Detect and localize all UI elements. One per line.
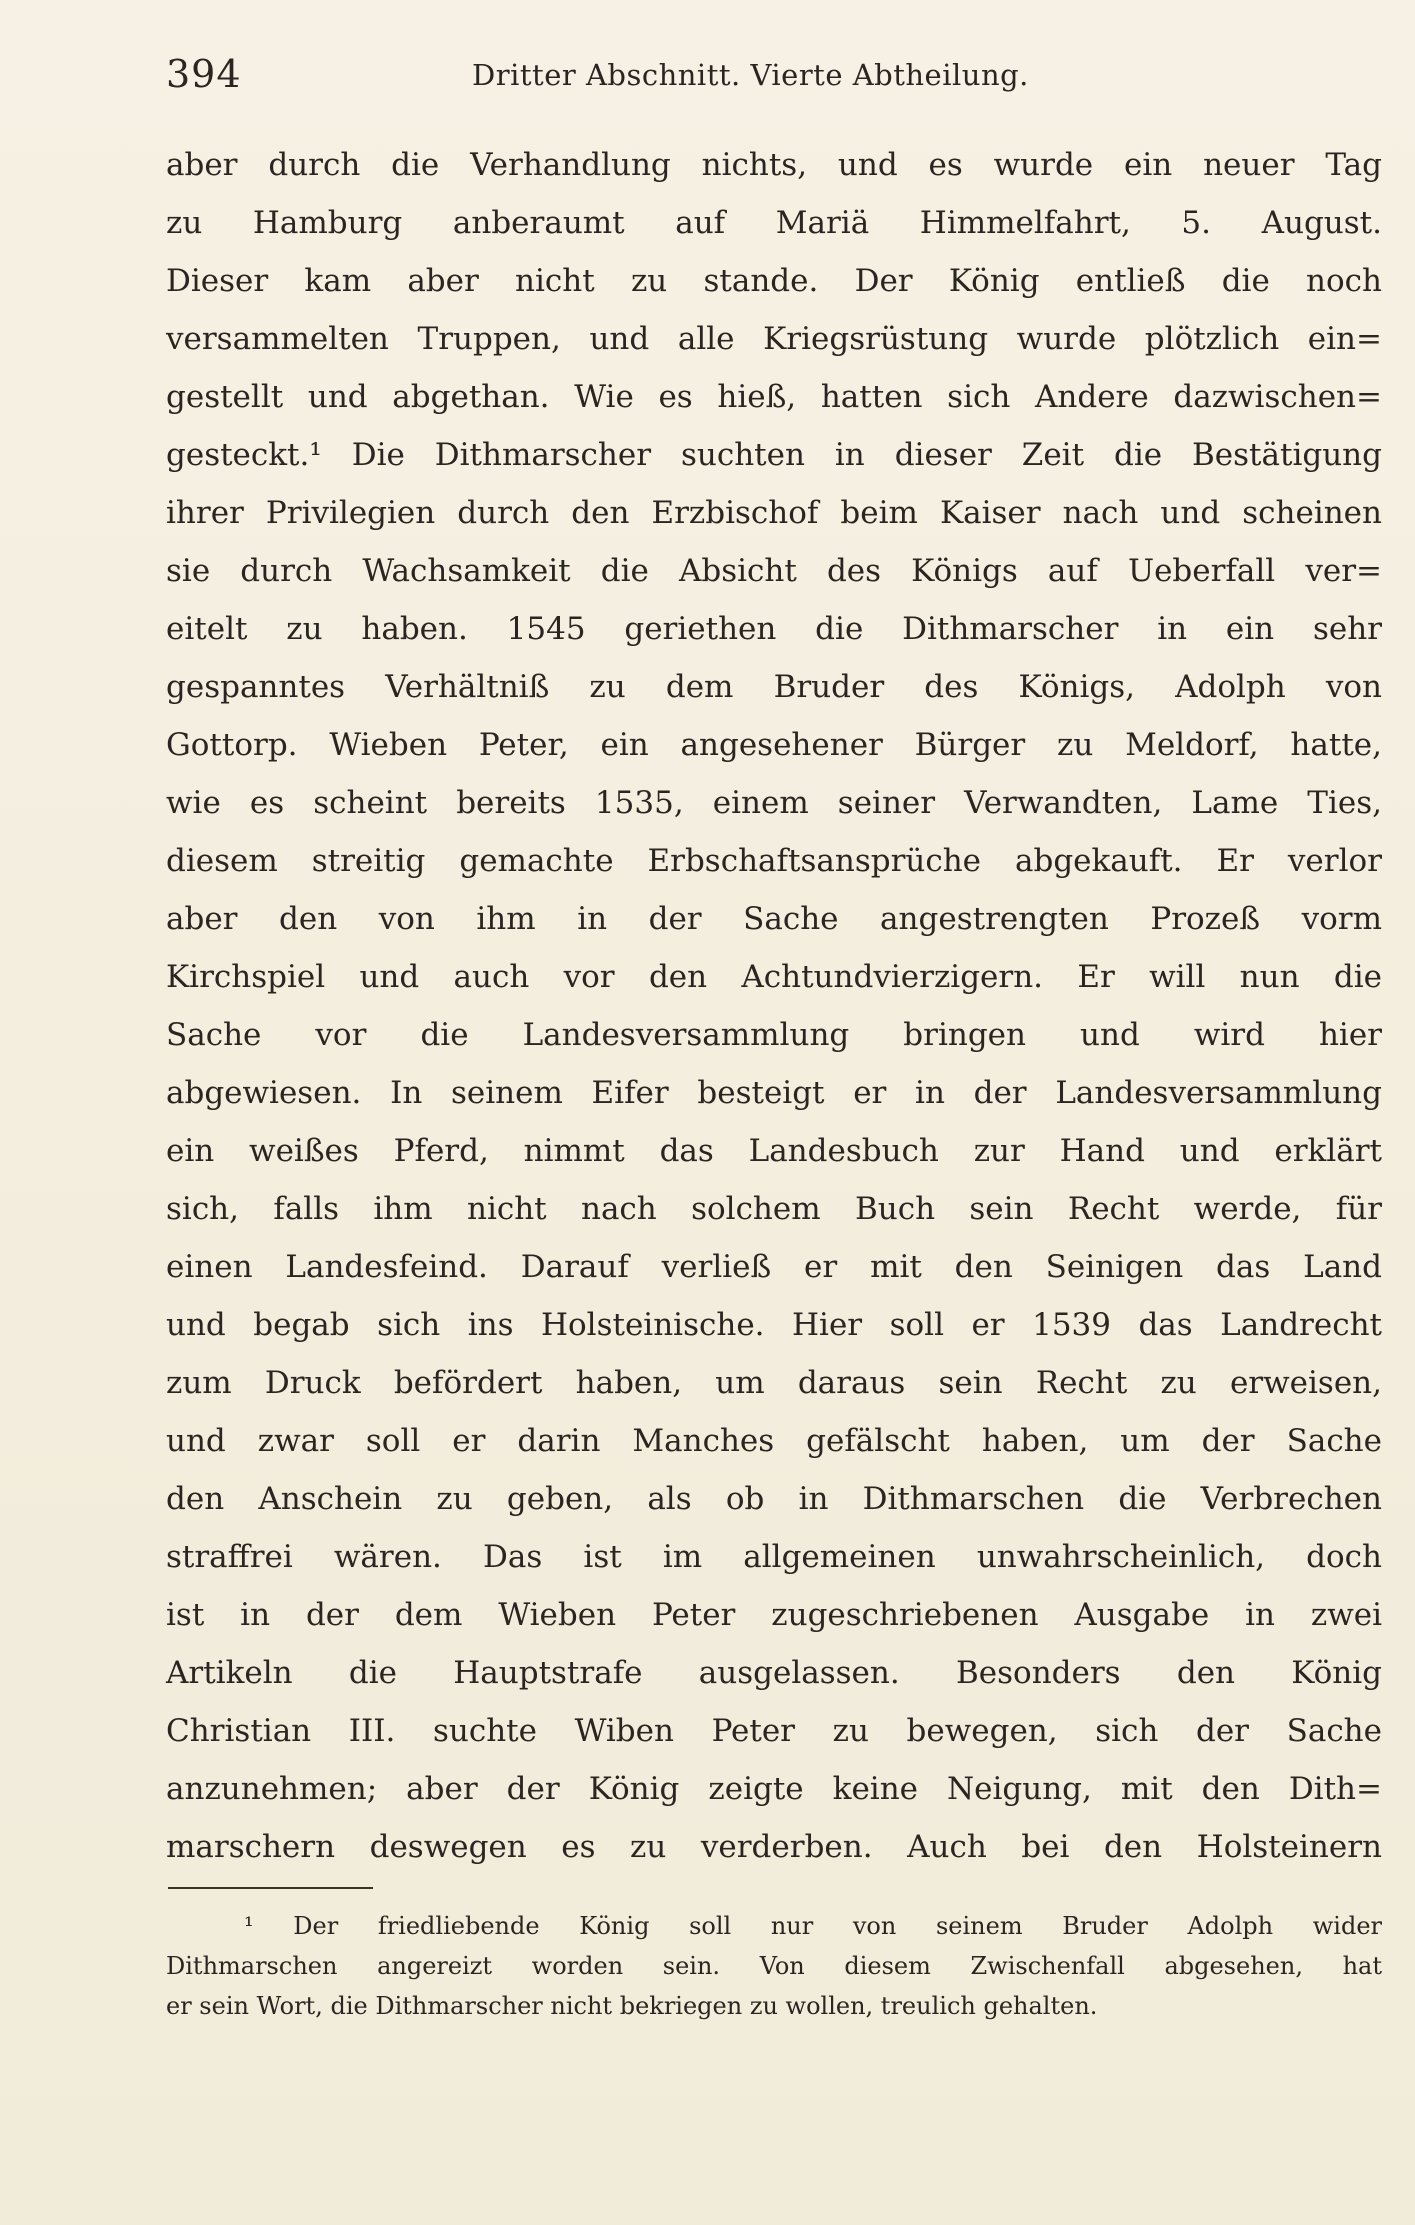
body-line: abgewiesen. In seinem Eifer besteigt er in der Landesversammlung (166, 1075, 1382, 1111)
page-number: 394 (166, 52, 242, 96)
body-line: marschern deswegen es zu verderben. Auch bei den Holsteinern (166, 1829, 1382, 1865)
body-line: gestellt und abgethan. Wie es hieß, hatten sich Andere dazwischen= (166, 379, 1382, 415)
body-line: und begab sich ins Holsteinische. Hier soll er 1539 das Landrecht (166, 1307, 1382, 1343)
body-line: anzunehmen; aber der König zeigte keine Neigung, mit den Dith= (166, 1771, 1382, 1807)
body-line: Dieser kam aber nicht zu stande. Der König entließ die noch (166, 263, 1382, 299)
footnote-line: ¹ Der friedliebende König soll nur von seinem Bruder Adolph wider (244, 1912, 1382, 1940)
body-line: eitelt zu haben. 1545 geriethen die Dithmarscher in ein sehr (166, 611, 1382, 647)
body-line: zu Hamburg anberaumt auf Mariä Himmelfahrt, 5. August. (166, 205, 1382, 241)
body-line: Kirchspiel und auch vor den Achtundvierzigern. Er will nun die (166, 959, 1382, 995)
running-title: Dritter Abschnitt. Vierte Abtheilung. (472, 58, 1029, 92)
body-line: wie es scheint bereits 1535, einem seiner Verwandten, Lame Ties, (166, 785, 1382, 821)
footnote-rule (168, 1887, 373, 1889)
body-line: gesteckt.¹ Die Dithmarscher suchten in dieser Zeit die Bestätigung (166, 437, 1382, 473)
body-line: aber durch die Verhandlung nichts, und es wurde ein neuer Tag (166, 147, 1382, 183)
body-line: ist in der dem Wieben Peter zugeschriebenen Ausgabe in zwei (166, 1597, 1382, 1633)
body-line: gespanntes Verhältniß zu dem Bruder des Königs, Adolph von (166, 669, 1382, 705)
body-line: zum Druck befördert haben, um daraus sein Recht zu erweisen, (166, 1365, 1382, 1401)
body-line: versammelten Truppen, und alle Kriegsrüstung wurde plötzlich ein= (166, 321, 1382, 357)
body-line: sich, falls ihm nicht nach solchem Buch sein Recht werde, für (166, 1191, 1382, 1227)
body-line: einen Landesfeind. Darauf verließ er mit den Seinigen das Land (166, 1249, 1382, 1285)
body-text (166, 136, 1382, 1876)
body-line: Artikeln die Hauptstrafe ausgelassen. Besonders den König (166, 1655, 1382, 1691)
body-line: Christian III. suchte Wiben Peter zu bewegen, sich der Sache (166, 1713, 1382, 1749)
body-line: diesem streitig gemachte Erbschaftsansprüche abgekauft. Er verlor (166, 843, 1382, 879)
body-line: Sache vor die Landesversammlung bringen und wird hier (166, 1017, 1382, 1053)
footnote (166, 1906, 1382, 2026)
page-header (166, 52, 1382, 108)
body-line: ihrer Privilegien durch den Erzbischof beim Kaiser nach und scheinen (166, 495, 1382, 531)
body-line: sie durch Wachsamkeit die Absicht des Königs auf Ueberfall ver= (166, 553, 1382, 589)
body-line: ein weißes Pferd, nimmt das Landesbuch zur Hand und erklärt (166, 1133, 1382, 1169)
body-line: und zwar soll er darin Manches gefälscht haben, um der Sache (166, 1423, 1382, 1459)
body-line: aber den von ihm in der Sache angestrengten Prozeß vorm (166, 901, 1382, 937)
footnote-line: er sein Wort, die Dithmarscher nicht bekriegen zu wollen, treulich gehalten. (166, 1992, 1098, 2020)
body-line: Gottorp. Wieben Peter, ein angesehener Bürger zu Meldorf, hatte, (166, 727, 1382, 763)
body-line: den Anschein zu geben, als ob in Dithmarschen die Verbrechen (166, 1481, 1382, 1517)
footnote-line: Dithmarschen angereizt worden sein. Von diesem Zwischenfall abgesehen, hat (166, 1952, 1382, 1980)
body-line: straffrei wären. Das ist im allgemeinen unwahrscheinlich, doch (166, 1539, 1382, 1575)
